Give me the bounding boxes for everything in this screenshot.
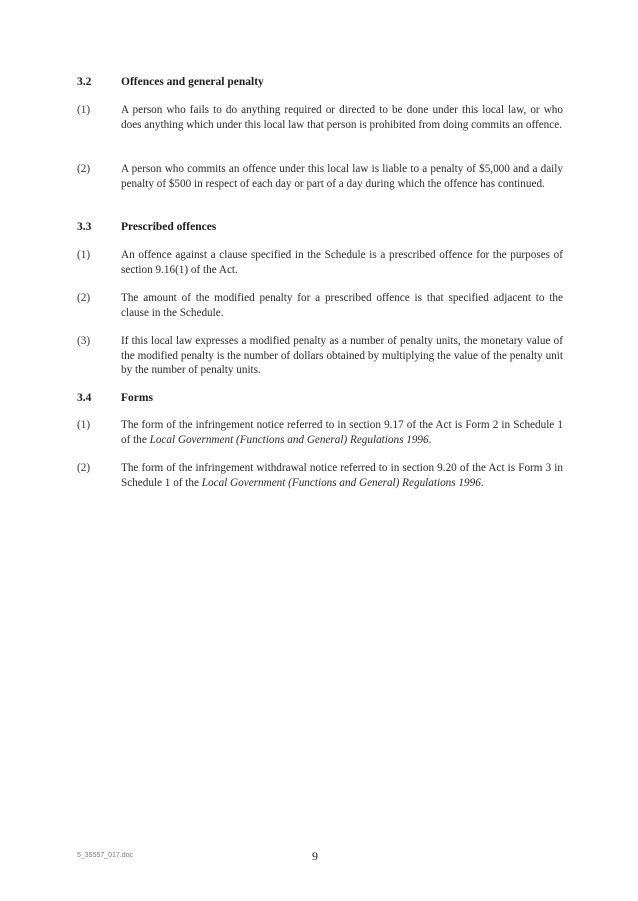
page-number: 9 xyxy=(312,849,318,863)
paragraph xyxy=(77,418,563,447)
footer-file-reference: 5_35557_017.doc xyxy=(77,852,134,859)
paragraph-number: (1) xyxy=(77,104,91,116)
paragraph-text-end: . xyxy=(480,476,484,489)
paragraph-number: (2) xyxy=(77,292,91,304)
paragraph-number: (2) xyxy=(77,163,91,175)
paragraph-text xyxy=(121,418,563,447)
paragraph-number: (1) xyxy=(77,419,91,431)
section-number: 3.3 xyxy=(77,221,92,233)
paragraph-number: (1) xyxy=(77,249,91,261)
section-number: 3.2 xyxy=(77,76,92,88)
paragraph xyxy=(77,162,563,191)
paragraph-number: (2) xyxy=(77,462,91,474)
paragraph-text xyxy=(121,461,563,490)
regulation-citation: Local Government (Functions and General) Regulations 1996 xyxy=(201,476,481,489)
paragraph-text-end: . xyxy=(428,433,432,446)
paragraph xyxy=(77,103,563,132)
section-title: Offences and general penalty xyxy=(121,76,264,88)
regulation-citation: Local Government (Functions and General) Regulations 1996 xyxy=(149,433,429,446)
paragraph xyxy=(77,461,563,490)
paragraph-text-start: The form of the infringement withdrawal notice referred to in section 9.20 of the Act is Form 3 in Schedule 1 of the xyxy=(121,462,563,489)
paragraph xyxy=(77,248,563,277)
paragraph-text: A person who commits an offence under this local law is liable to a penalty of $5,000 and a daily penalty of $500 in respect of each day or part of a day during which the offence has continued. xyxy=(121,163,563,190)
paragraph-text: If this local law expresses a modified penalty as a number of penalty units, the monetary value of the modified penalty is the number of dollars obtained by multiplying the value of the penalty unit by the number of penalty units. xyxy=(121,335,563,377)
section-number: 3.4 xyxy=(77,392,92,404)
paragraph xyxy=(77,334,563,378)
paragraph-text-start: The form of the infringement notice referred to in section 9.17 of the Act is Form 2 in Schedule 1 of the xyxy=(121,419,563,446)
section-title: Forms xyxy=(121,392,153,404)
paragraph-text: A person who fails to do anything required or directed to be done under this local law, or who does anything which under this local law that person is prohibited from doing commits an offence. xyxy=(121,104,563,131)
paragraph-text: The amount of the modified penalty for a prescribed offence is that specified adjacent to the clause in the Schedule. xyxy=(121,292,563,319)
section-title: Prescribed offences xyxy=(121,221,217,233)
paragraph-number: (3) xyxy=(77,335,91,347)
paragraph-text: An offence against a clause specified in the Schedule is a prescribed offence for the purposes of section 9.16(1) of the Act. xyxy=(121,249,563,276)
paragraph xyxy=(77,291,563,320)
